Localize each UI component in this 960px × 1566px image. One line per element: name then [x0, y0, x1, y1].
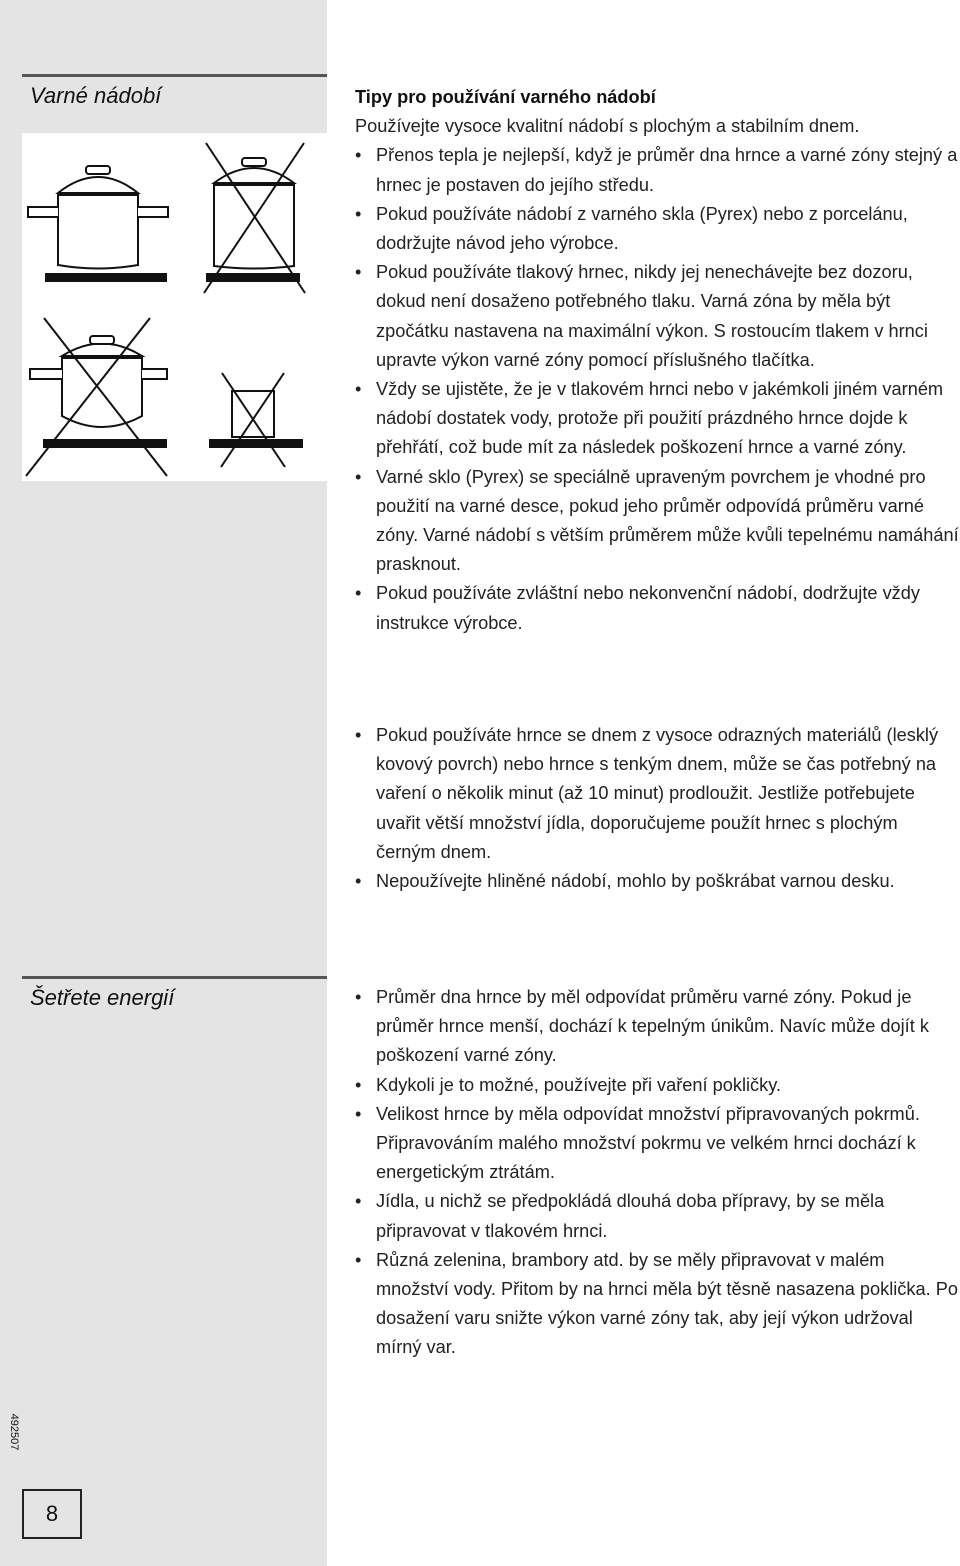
list-item: • Nepoužívejte hliněné nádobí, mohlo by poškrábat varnou desku.: [355, 867, 960, 896]
tips-list-2: [355, 721, 960, 896]
document-code: 492507: [8, 1413, 20, 1451]
section-divider: [22, 74, 327, 77]
list-item: • Přenos tepla je nejlepší, když je průměr dna hrnce a varné zóny stejný a hrnec je postaven do jejího středu.: [355, 141, 960, 199]
list-item: • Pokud používáte hrnce se dnem z vysoce odrazných materiálů (lesklý kovový povrch) nebo hrnce s tenkým dnem, může se čas potřebný na vaření o několik minut (až 10 minut) prodloužit. Jestliže potřebujete uvařit větší množství jídla, doporučujeme použít hrnec s plochým černým dnem.: [355, 721, 960, 867]
section-divider: [22, 976, 327, 979]
crossed-pot-too-small-icon: [210, 373, 302, 467]
tips-heading: Tipy pro používání varného nádobí: [355, 87, 656, 107]
cookware-illustration: [22, 133, 327, 481]
list-item: • Pokud používáte zvláštní nebo nekonvenční nádobí, dodržujte vždy instrukce výrobce.: [355, 579, 960, 637]
list-item: • Velikost hrnce by měla odpovídat množství připravovaných pokrmů. Připravováním malého množství pokrmu ve velkém hrnci dochází k energetickým ztrátám.: [355, 1100, 960, 1188]
crossed-pot-curved-bottom-icon: [26, 318, 167, 476]
list-item: • Vždy se ujistěte, že je v tlakovém hrnci nebo v jakémkoli jiném varném nádobí dostatek vody, protože při použití prázdného hrnce dojde k přehřátí, což bude mít za následek poškození hrnce a varné zóny.: [355, 375, 960, 463]
correct-pot-icon: [28, 166, 168, 281]
section-title-cookware: Varné nádobí: [30, 83, 162, 108]
tips-list: [355, 141, 960, 637]
list-item: • Varné sklo (Pyrex) se speciálně upraveným povrchem je vhodné pro použití na varné desce, pokud jeho průměr odpovídá průměru varné zóny. Varné nádobí s větším průměrem může kvůli tepelnému namáhání prasknout.: [355, 463, 960, 580]
tips-intro: Používejte vysoce kvalitní nádobí s plochým a stabilním dnem.: [355, 116, 860, 137]
list-item: • Pokud používáte tlakový hrnec, nikdy jej nenechávejte bez dozoru, dokud není dosaženo potřebného tlaku. Varná zóna by měla být zpočátku nastavena na maximální výkon. S rostoucím tlakem v hrnci upravte výkon varné zóny pomocí příslušného tlačítka.: [355, 258, 960, 375]
page-number: 8: [22, 1489, 82, 1539]
list-item: • Pokud používáte nádobí z varného skla (Pyrex) nebo z porcelánu, dodržujte návod jeho výrobce.: [355, 200, 960, 258]
section-title-save-energy: Šetřete energií: [30, 985, 175, 1010]
cookware-tips-continued: [355, 721, 960, 896]
list-item: • Průměr dna hrnce by měl odpovídat průměru varné zóny. Pokud je průměr hrnce menší, dochází k tepelným únikům. Navíc může dojít k poškození varné zóny.: [355, 983, 960, 1071]
energy-tips: [355, 983, 960, 1363]
list-item: • Jídla, u nichž se předpokládá dlouhá doba přípravy, by se měla připravovat v tlakovém hrnci.: [355, 1187, 960, 1245]
crossed-pot-too-big-icon: [204, 143, 305, 293]
list-item: • Různá zelenina, brambory atd. by se měly připravovat v malém množství vody. Přitom by na hrnci měla být těsně nasazena poklička. Po dosažení varu snižte výkon varné zóny tak, aby její výkon udržoval mírný var.: [355, 1246, 960, 1363]
energy-list: [355, 983, 960, 1363]
list-item: • Kdykoli je to možné, používejte při vaření pokličky.: [355, 1071, 960, 1100]
cookware-tips: [355, 83, 960, 638]
